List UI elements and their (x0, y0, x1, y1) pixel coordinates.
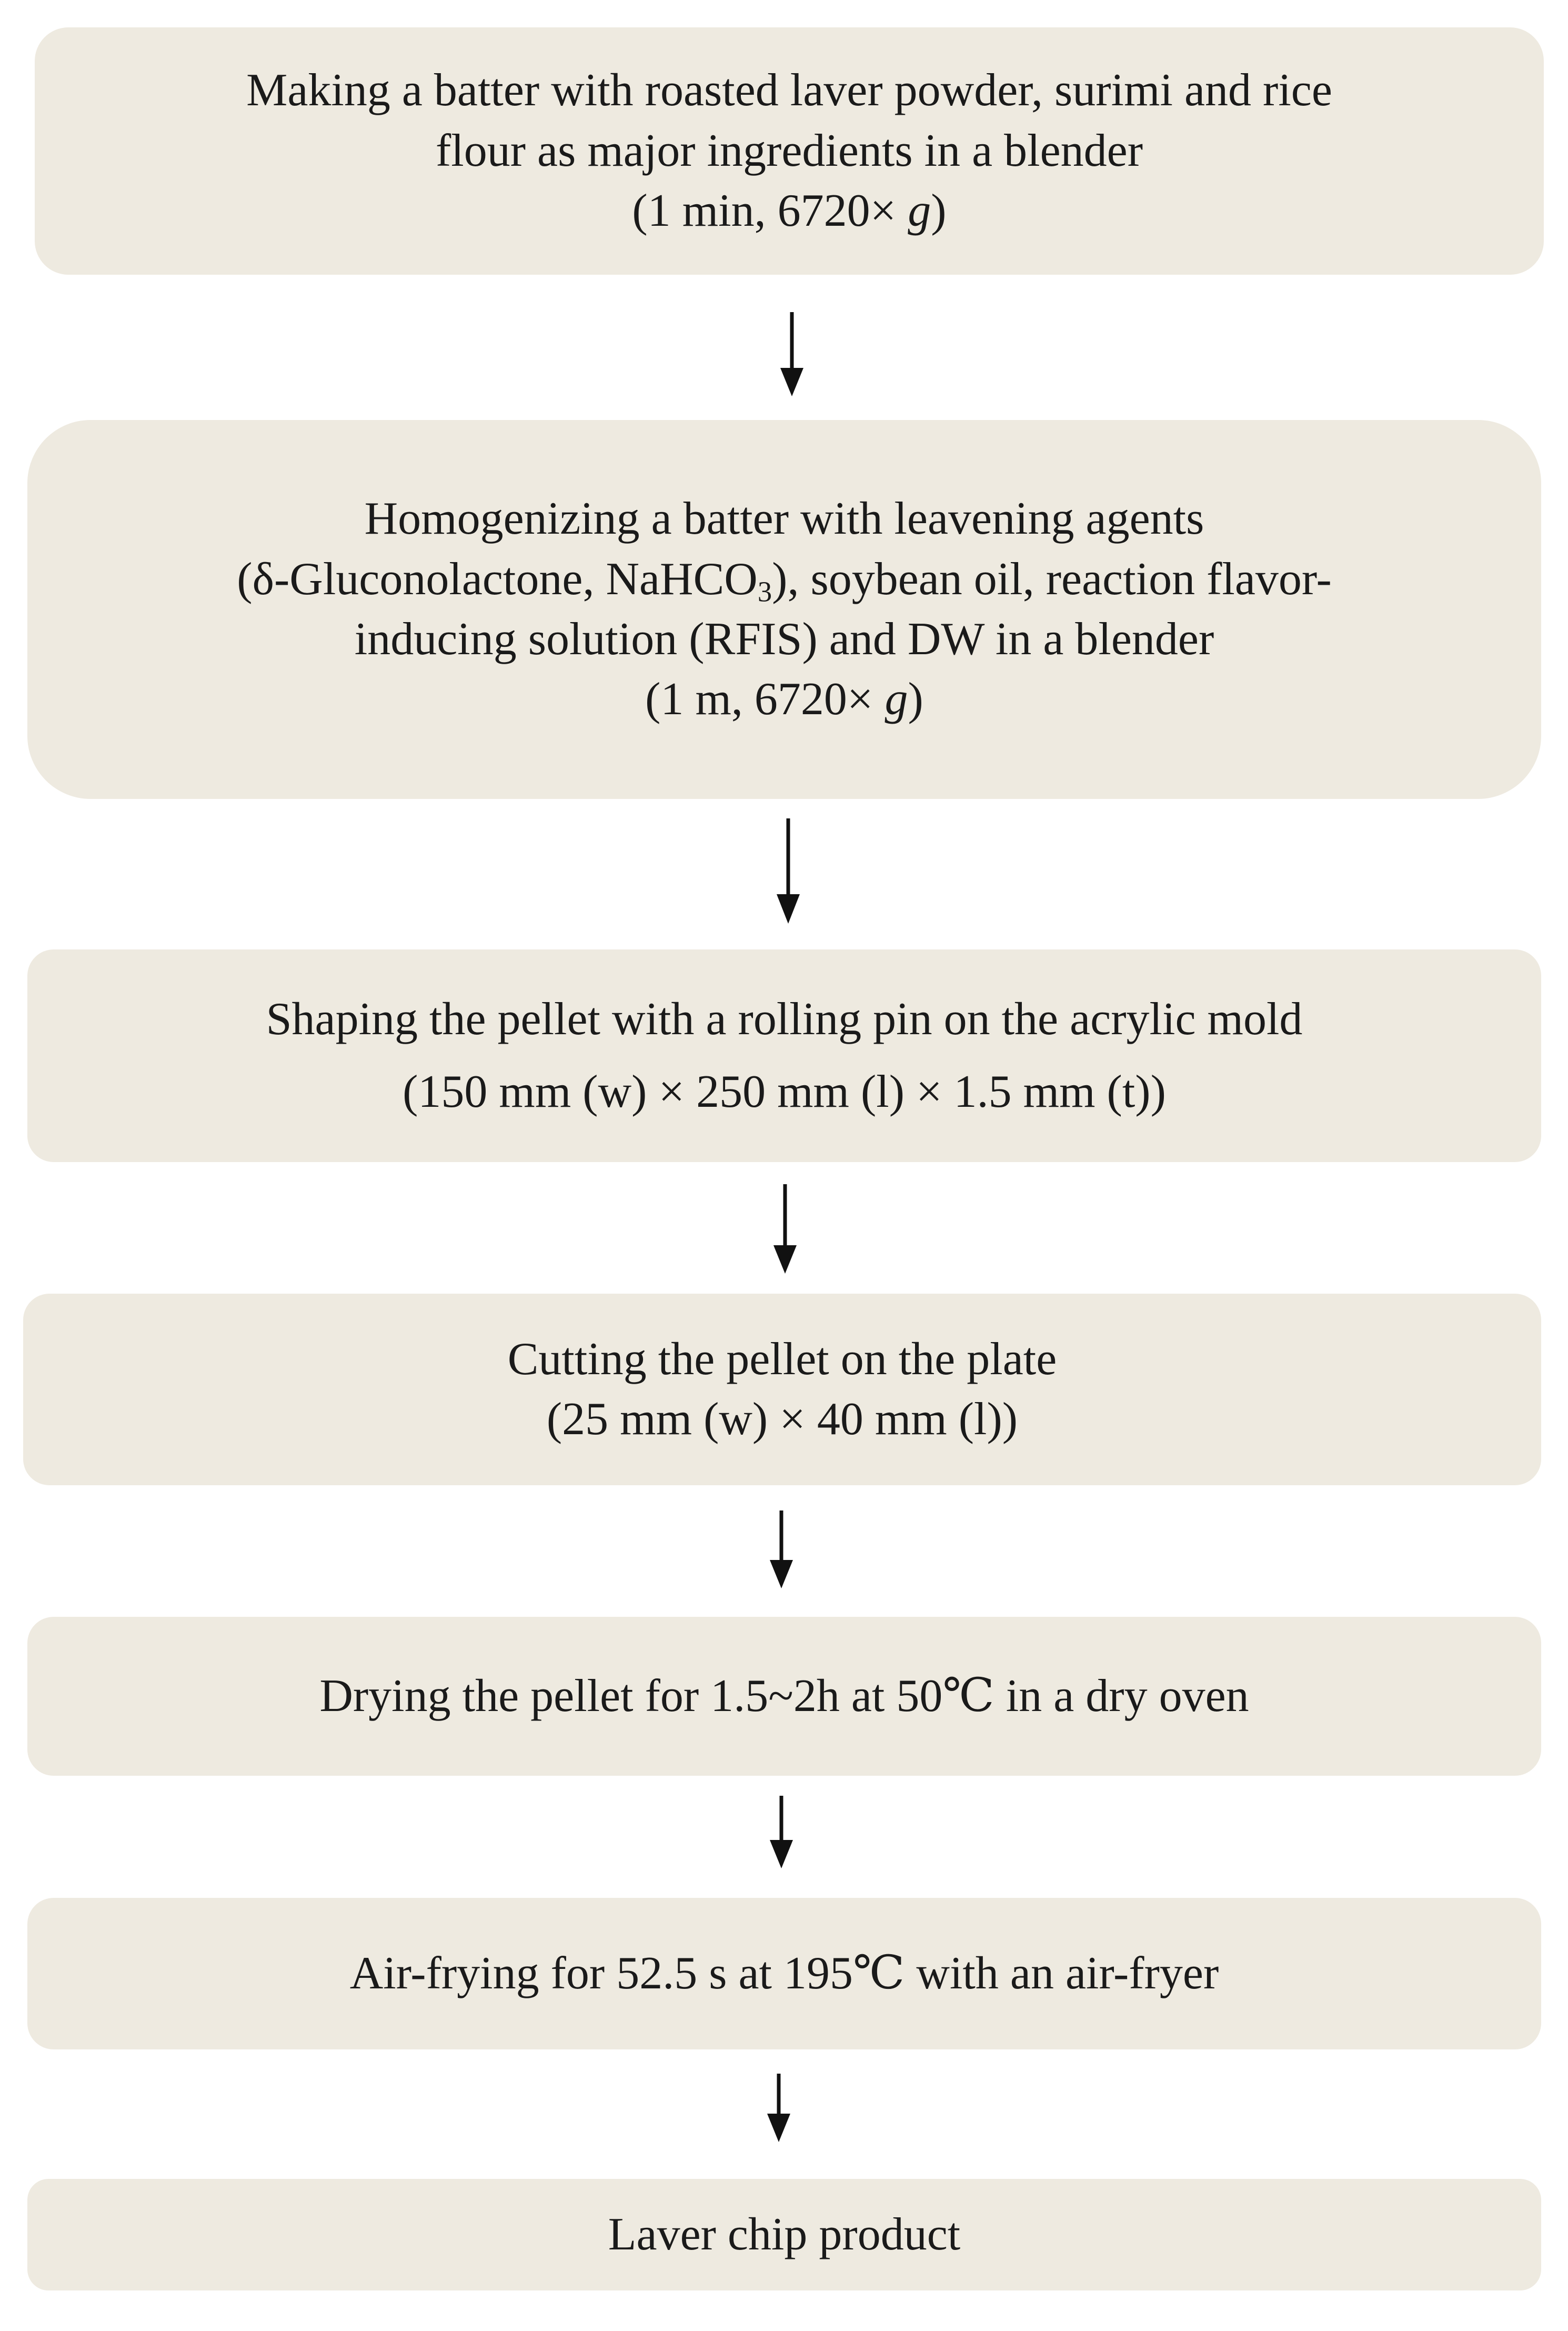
step-box-final-product (27, 2179, 1541, 2290)
step-text-line: Cutting the pellet on the plate (507, 1333, 1057, 1385)
down-arrow-icon (771, 312, 813, 396)
step-text-line: Air-frying for 52.5 s at 195℃ with an air-fryer (349, 1947, 1219, 1999)
step-box-air-frying (27, 1898, 1541, 2049)
step-text-line: Shaping the pellet with a rolling pin on the acrylic mold (266, 993, 1303, 1045)
down-arrow-icon (767, 818, 809, 924)
step-text-line: Laver chip product (608, 2208, 961, 2260)
step-text-line: (δ-Gluconolactone, NaHCO$_3$), soybean oil, reaction flavor- (237, 553, 1332, 608)
step-text-line: (150 mm (w) × 250 mm (l) × 1.5 mm (t)) (403, 1066, 1166, 1117)
step-text-line: Drying the pellet for 1.5~2h at 50℃ in a dry oven (319, 1670, 1249, 1722)
step-text-line: Homogenizing a batter with leavening agents (364, 493, 1204, 545)
step-text-line: (25 mm (w) × 40 mm (l)) (546, 1394, 1018, 1445)
down-arrow-icon (760, 1510, 802, 1588)
step-text-line: (1 min, 6720× g) (632, 185, 947, 237)
down-arrow-icon (758, 2074, 800, 2142)
step-text-line: flour as major ingredients in a blender (435, 125, 1143, 176)
step-box-batter-making (35, 27, 1544, 275)
step-text-line: Making a batter with roasted laver powder, surimi and rice (246, 65, 1332, 116)
step-box-drying (27, 1617, 1541, 1776)
step-text-line: (1 m, 6720× g) (645, 674, 923, 725)
step-box-homogenizing (27, 420, 1541, 799)
step-box-shaping (27, 949, 1541, 1162)
step-box-cutting (23, 1294, 1541, 1485)
step-text-line: inducing solution (RFIS) and DW in a blender (354, 614, 1214, 665)
down-arrow-icon (760, 1796, 802, 1868)
down-arrow-icon (764, 1184, 806, 1274)
